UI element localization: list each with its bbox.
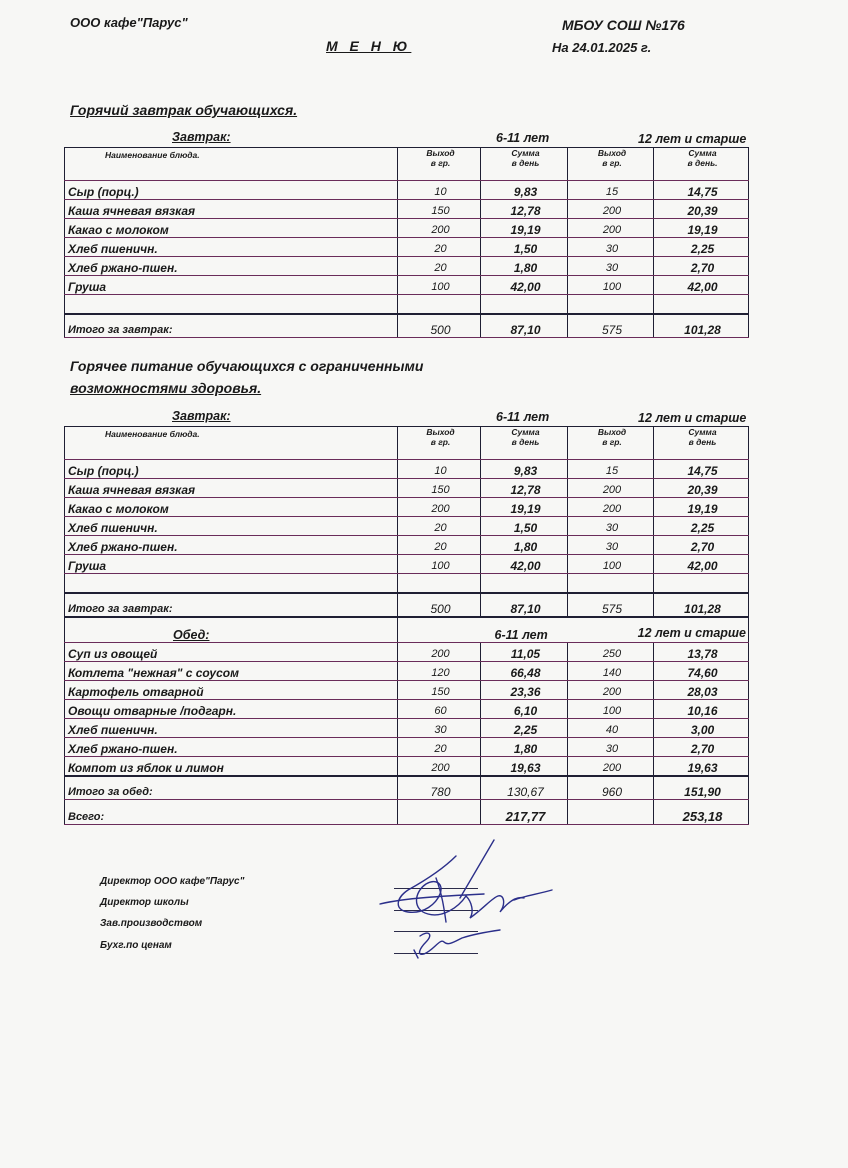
price: 13,78: [654, 643, 749, 662]
table-row: [65, 643, 749, 662]
price: 1,80: [481, 738, 568, 757]
portion: 15: [568, 181, 654, 200]
section1-age-2: 12 лет и старше: [638, 132, 747, 146]
price: 42,00: [481, 555, 568, 574]
portion: 10: [398, 460, 481, 479]
lunch-meal-label: Обед:: [65, 617, 398, 643]
handwritten-signature: [374, 838, 564, 966]
portion: 60: [398, 700, 481, 719]
dish-name: Хлеб пшеничн.: [65, 517, 398, 536]
portion: 30: [398, 719, 481, 738]
price: 9,83: [481, 181, 568, 200]
grand-total-label: Всего:: [65, 800, 398, 825]
col-vykhod-header: Выход в гр.: [398, 148, 481, 181]
price: 10,16: [654, 700, 749, 719]
price: 19,19: [481, 498, 568, 517]
portion: 250: [568, 643, 654, 662]
portion: 200: [568, 200, 654, 219]
lunch-total-row: [65, 776, 749, 800]
price: 28,03: [654, 681, 749, 700]
section2-age-1: 6-11 лет: [496, 410, 550, 424]
portion: 200: [398, 219, 481, 238]
table-row: [65, 517, 749, 536]
portion: 200: [568, 498, 654, 517]
price: 42,00: [654, 276, 749, 295]
signatory-label: Директор ООО кафе"Парус": [100, 876, 245, 887]
total-price: 151,90: [654, 776, 749, 800]
portion: 15: [568, 460, 654, 479]
section2-age-2: 12 лет и старше: [638, 411, 747, 425]
price: 2,70: [654, 257, 749, 276]
menu-title: М Е Н Ю: [326, 38, 412, 54]
table-header-row: [65, 427, 749, 460]
portion: 120: [398, 662, 481, 681]
dish-name: Каша ячневая вязкая: [65, 479, 398, 498]
table-row: [65, 200, 749, 219]
table-header-row: [65, 148, 749, 181]
total-price: 87,10: [481, 593, 568, 617]
portion: 30: [568, 238, 654, 257]
table-row: [65, 681, 749, 700]
portion: 200: [398, 643, 481, 662]
table-row: [65, 479, 749, 498]
table-row-empty: [65, 574, 749, 594]
price: 11,05: [481, 643, 568, 662]
dish-name: Хлеб ржано-пшен.: [65, 257, 398, 276]
signatory-label: Зав.производством: [100, 918, 203, 929]
section1-title: Горячий завтрак обучающихся.: [70, 102, 298, 118]
menu-date: На 24.01.2025 г.: [552, 40, 652, 55]
table-row: [65, 757, 749, 777]
portion: 10: [398, 181, 481, 200]
total-price: 101,28: [654, 314, 749, 338]
table-row: [65, 460, 749, 479]
portion: 30: [568, 738, 654, 757]
col-vykhod-header: Выход в гр.: [398, 427, 481, 460]
col-summa-header: Сумма в день: [654, 427, 749, 460]
section1-meal-label: Завтрак:: [172, 130, 231, 144]
table-row-empty: [65, 295, 749, 315]
portion: 20: [398, 738, 481, 757]
price: 2,70: [654, 738, 749, 757]
portion: 30: [568, 517, 654, 536]
portion: 200: [568, 681, 654, 700]
price: 1,80: [481, 257, 568, 276]
grand-total-price: 217,77: [481, 800, 568, 825]
table-row: [65, 181, 749, 200]
price: 9,83: [481, 460, 568, 479]
price: 2,25: [481, 719, 568, 738]
dish-name: Какао с молоком: [65, 498, 398, 517]
dish-name: Сыр (порц.): [65, 460, 398, 479]
table-row: [65, 257, 749, 276]
portion: 100: [398, 555, 481, 574]
dish-name: Компот из яблок и лимон: [65, 757, 398, 777]
dish-name: Хлеб ржано-пшен.: [65, 738, 398, 757]
total-price: 101,28: [654, 593, 749, 617]
col-vykhod-header: Выход в гр.: [568, 148, 654, 181]
price: 6,10: [481, 700, 568, 719]
price: 1,80: [481, 536, 568, 555]
price: 2,25: [654, 238, 749, 257]
col-name-header: Наименование блюда.: [65, 427, 398, 460]
price: 2,70: [654, 536, 749, 555]
total-portion: 780: [398, 776, 481, 800]
org-name: ООО кафе"Парус": [70, 15, 188, 30]
dish-name: Овощи отварные /подгарн.: [65, 700, 398, 719]
table-row: [65, 498, 749, 517]
total-row: [65, 314, 749, 338]
price: 3,00: [654, 719, 749, 738]
price: 19,63: [481, 757, 568, 777]
portion: 200: [568, 757, 654, 777]
price: 20,39: [654, 200, 749, 219]
price: 42,00: [654, 555, 749, 574]
dish-name: Груша: [65, 276, 398, 295]
portion: 150: [398, 479, 481, 498]
lunch-age-1: 6-11 лет: [481, 617, 568, 643]
section1-table: [64, 147, 749, 338]
total-label: Итого за обед:: [65, 776, 398, 800]
total-portion: 500: [398, 593, 481, 617]
price: 19,19: [481, 219, 568, 238]
dish-name: Картофель отварной: [65, 681, 398, 700]
grand-total-price: 253,18: [654, 800, 749, 825]
portion: 200: [398, 757, 481, 777]
portion: 150: [398, 681, 481, 700]
price: 19,19: [654, 498, 749, 517]
portion: 100: [568, 555, 654, 574]
col-summa-header: Сумма в день: [481, 148, 568, 181]
price: 14,75: [654, 181, 749, 200]
portion: 40: [568, 719, 654, 738]
portion: 140: [568, 662, 654, 681]
lunch-age-2: 12 лет и старше: [637, 626, 746, 640]
col-summa-header: Сумма в день.: [654, 148, 749, 181]
section2-meal-label: Завтрак:: [172, 409, 231, 423]
table-row: [65, 662, 749, 681]
price: 20,39: [654, 479, 749, 498]
portion: 200: [398, 498, 481, 517]
table-row: [65, 536, 749, 555]
price: 12,78: [481, 479, 568, 498]
dish-name: Каша ячневая вязкая: [65, 200, 398, 219]
price: 74,60: [654, 662, 749, 681]
price: 23,36: [481, 681, 568, 700]
total-portion: 500: [398, 314, 481, 338]
price: 19,63: [654, 757, 749, 777]
dish-name: Какао с молоком: [65, 219, 398, 238]
section1-age-1: 6-11 лет: [496, 131, 550, 145]
price: 14,75: [654, 460, 749, 479]
dish-name: Хлеб пшеничн.: [65, 719, 398, 738]
col-name-header: Наименование блюда.: [65, 148, 398, 181]
section2-title-line2: возможностями здоровья.: [70, 380, 262, 396]
section2-table: [64, 426, 749, 825]
price: 19,19: [654, 219, 749, 238]
portion: 100: [398, 276, 481, 295]
total-price: 87,10: [481, 314, 568, 338]
portion: 100: [568, 700, 654, 719]
price: 1,50: [481, 238, 568, 257]
table-row: [65, 738, 749, 757]
total-portion: 960: [568, 776, 654, 800]
portion: 100: [568, 276, 654, 295]
portion: 200: [568, 219, 654, 238]
dish-name: Хлеб ржано-пшен.: [65, 536, 398, 555]
signatory-label: Бухг.по ценам: [100, 940, 172, 951]
price: 66,48: [481, 662, 568, 681]
total-portion: 575: [568, 314, 654, 338]
portion: 20: [398, 517, 481, 536]
lunch-header-row: [65, 617, 749, 643]
dish-name: Котлета "нежная" с соусом: [65, 662, 398, 681]
price: 2,25: [654, 517, 749, 536]
portion: 20: [398, 257, 481, 276]
table-row: [65, 276, 749, 295]
price: 12,78: [481, 200, 568, 219]
table-row: [65, 238, 749, 257]
total-portion: 575: [568, 593, 654, 617]
grand-total-row: [65, 800, 749, 825]
total-row: [65, 593, 749, 617]
section2-title-line1: Горячее питание обучающихся с ограниченными: [70, 358, 424, 374]
dish-name: Суп из овощей: [65, 643, 398, 662]
table-row: [65, 700, 749, 719]
total-label: Итого за завтрак:: [65, 314, 398, 338]
school-name: МБОУ СОШ №176: [562, 17, 685, 33]
dish-name: Груша: [65, 555, 398, 574]
table-row: [65, 719, 749, 738]
portion: 30: [568, 257, 654, 276]
col-summa-header: Сумма в день: [481, 427, 568, 460]
lunch-age-2-cell: [637, 617, 749, 643]
portion: 200: [568, 479, 654, 498]
dish-name: Хлеб пшеничн.: [65, 238, 398, 257]
col-vykhod-header: Выход в гр.: [568, 427, 654, 460]
price: 42,00: [481, 276, 568, 295]
portion: 20: [398, 238, 481, 257]
total-price: 130,67: [481, 776, 568, 800]
dish-name: Сыр (порц.): [65, 181, 398, 200]
table-row: [65, 555, 749, 574]
portion: 30: [568, 536, 654, 555]
total-label: Итого за завтрак:: [65, 593, 398, 617]
portion: 150: [398, 200, 481, 219]
signatory-label: Директор школы: [100, 897, 189, 908]
price: 1,50: [481, 517, 568, 536]
table-row: [65, 219, 749, 238]
portion: 20: [398, 536, 481, 555]
